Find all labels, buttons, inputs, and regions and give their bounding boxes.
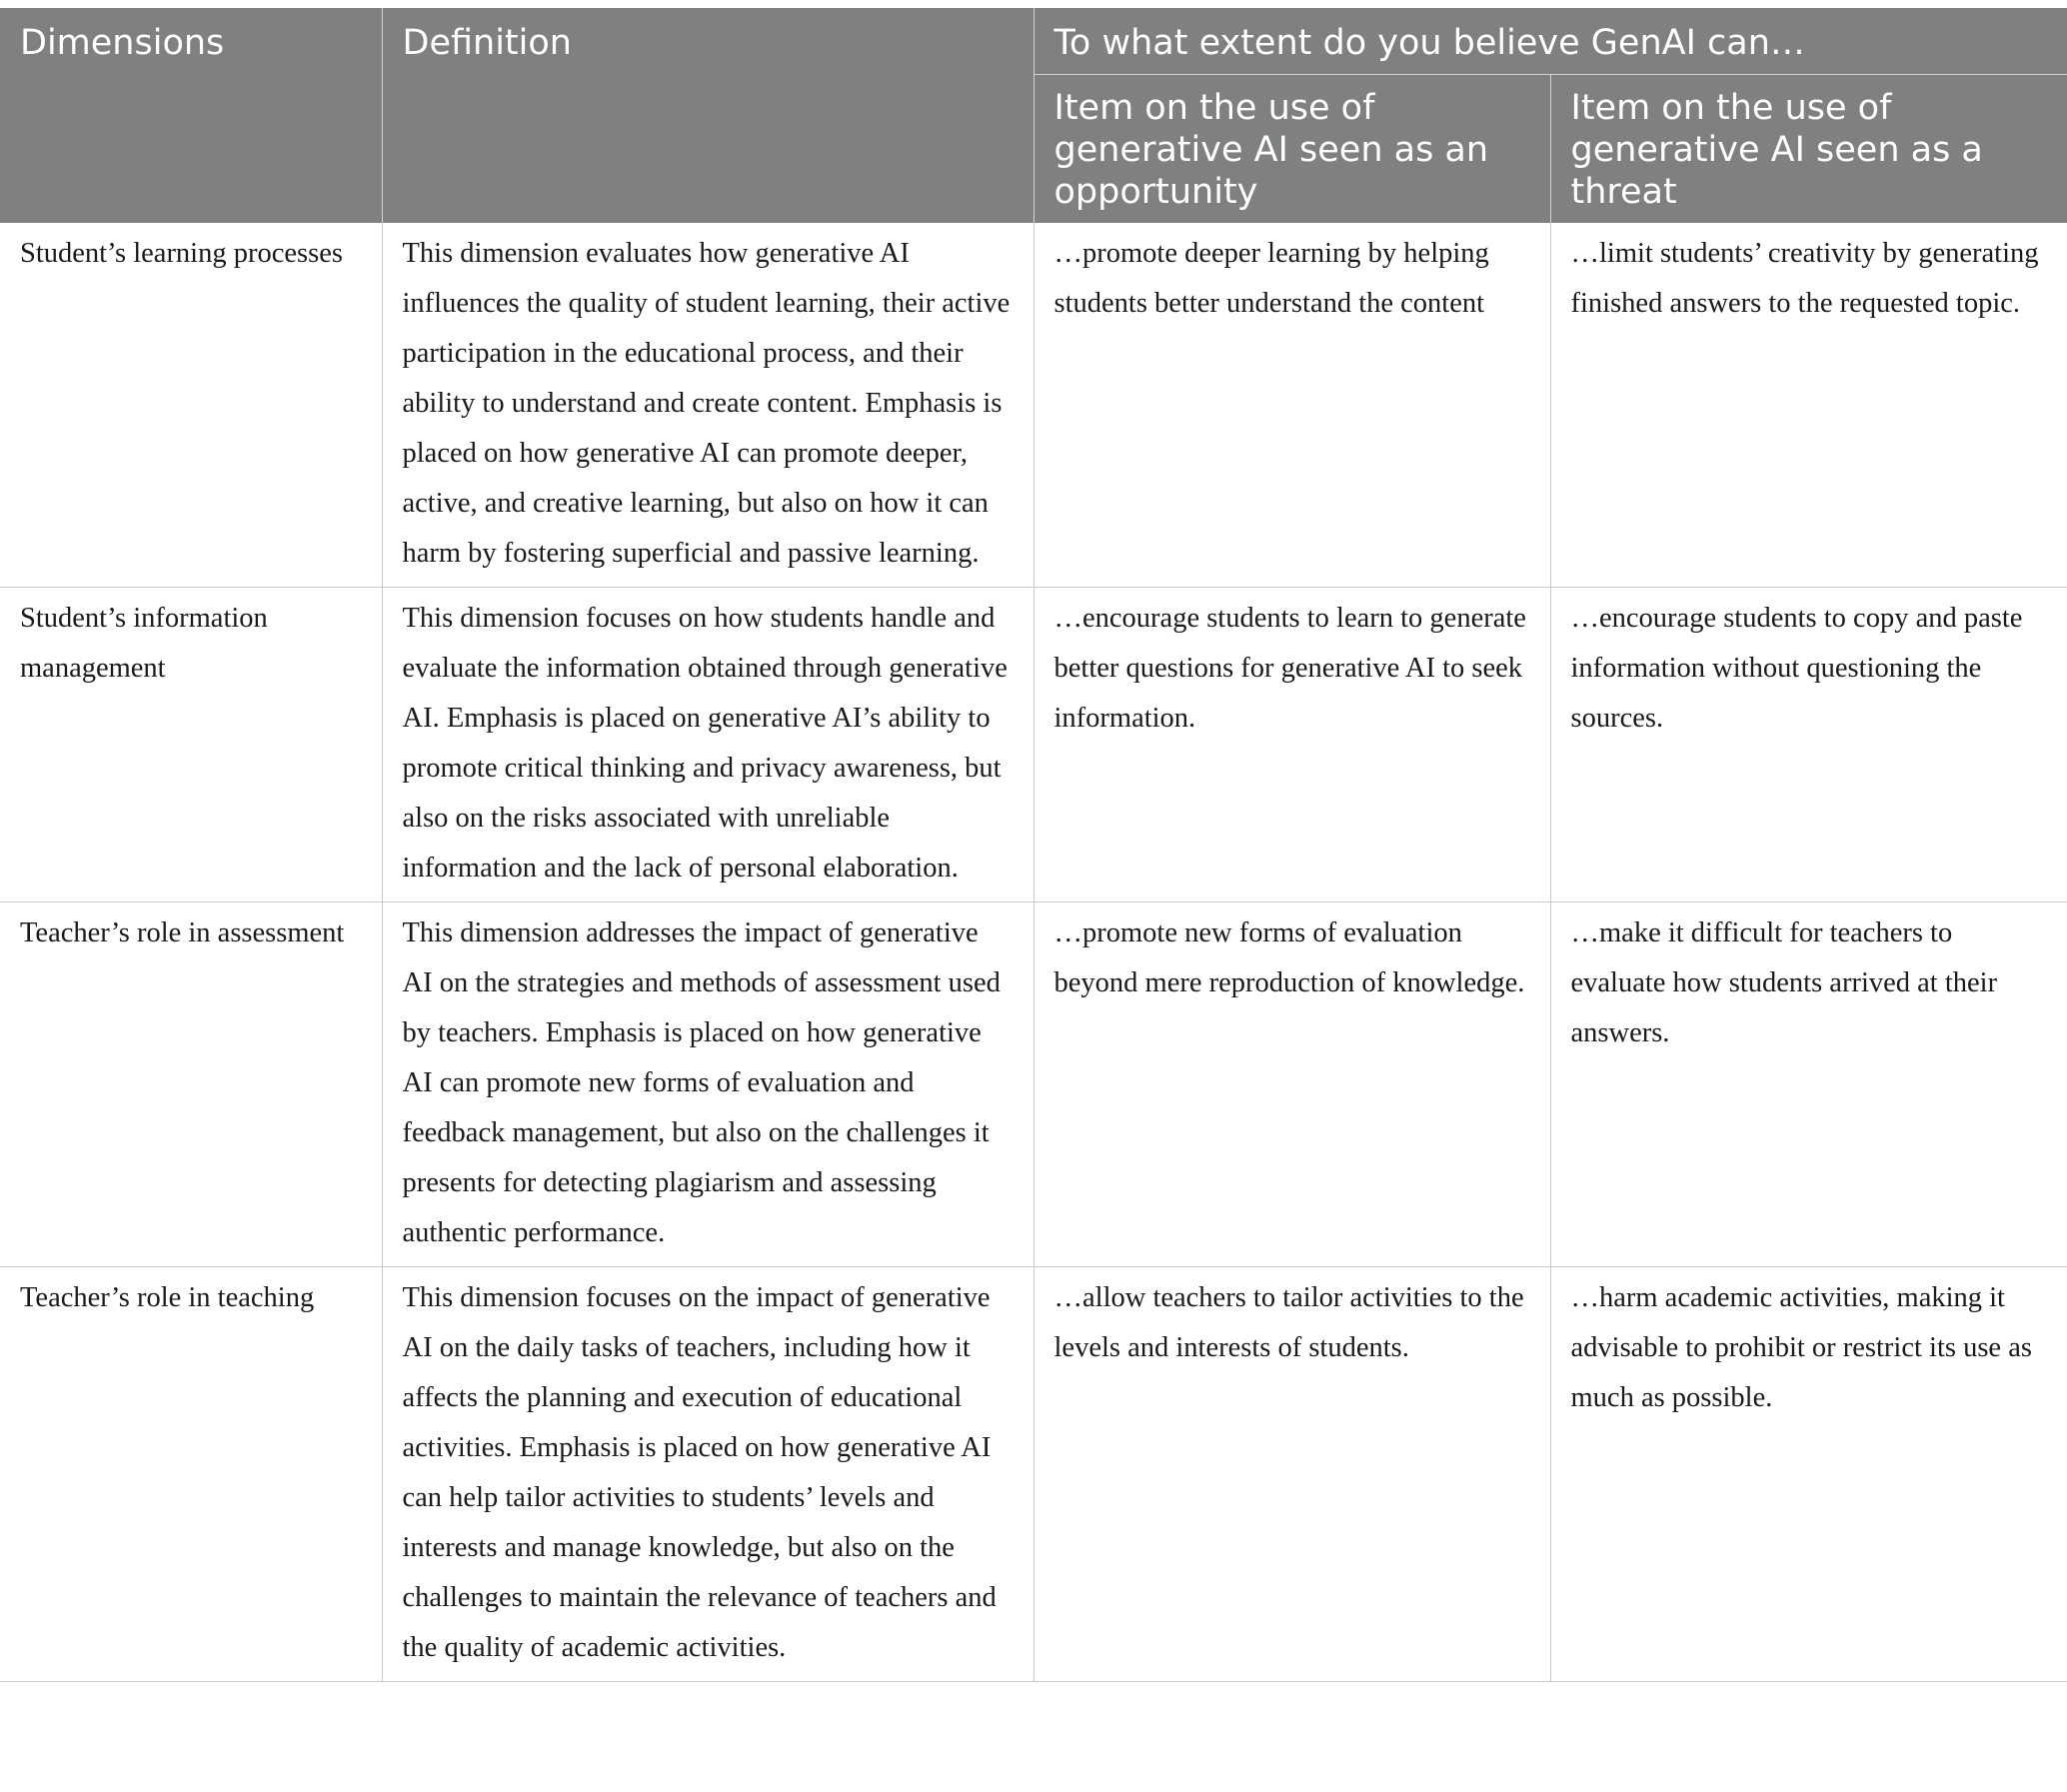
table-body [0, 223, 2067, 1682]
cell-opportunity: …promote deeper learning by helping students better understand the content [1034, 223, 1550, 588]
cell-dimension: Student’s information management [0, 588, 382, 902]
header-threat: Item on the use of generative AI seen as a threat [1550, 75, 2067, 224]
table-row [0, 588, 2067, 902]
table-header [0, 8, 2067, 223]
table-row [0, 902, 2067, 1267]
cell-opportunity: …encourage students to learn to generate better questions for generative AI to seek information. [1034, 588, 1550, 902]
table-row [0, 1267, 2067, 1682]
cell-definition: This dimension focuses on how students handle and evaluate the information obtained through generative AI. Emphasis is placed on generative AI’s ability to promote critical thinking and privacy awareness, but also on the risks associated with unreliable information and the lack of personal elaboration. [382, 588, 1034, 902]
header-definition: Definition [382, 8, 1034, 223]
cell-dimension: Student’s learning processes [0, 223, 382, 588]
cell-opportunity: …promote new forms of evaluation beyond mere reproduction of knowledge. [1034, 902, 1550, 1267]
header-opportunity: Item on the use of generative AI seen as an opportunity [1034, 75, 1550, 224]
table-row [0, 223, 2067, 588]
cell-threat: …limit students’ creativity by generating finished answers to the requested topic. [1550, 223, 2067, 588]
cell-definition: This dimension addresses the impact of generative AI on the strategies and methods of assessment used by teachers. Emphasis is placed on how generative AI can promote new forms of evaluation and feedback management, but also on the challenges it presents for detecting plagiarism and assessing authentic performance. [382, 902, 1034, 1267]
header-row-top [0, 8, 2067, 75]
header-dimensions: Dimensions [0, 8, 382, 223]
header-question: To what extent do you believe GenAI can… [1034, 8, 2067, 75]
dimensions-table [0, 8, 2067, 1682]
cell-opportunity: …allow teachers to tailor activities to the levels and interests of students. [1034, 1267, 1550, 1682]
dimensions-table-container [0, 8, 2067, 1682]
cell-threat: …harm academic activities, making it advisable to prohibit or restrict its use as much as possible. [1550, 1267, 2067, 1682]
cell-definition: This dimension focuses on the impact of generative AI on the daily tasks of teachers, including how it affects the planning and execution of educational activities. Emphasis is placed on how generative AI can help tailor activities to students’ levels and interests and manage knowledge, but also on the challenges to maintain the relevance of teachers and the quality of academic activities. [382, 1267, 1034, 1682]
cell-threat: …encourage students to copy and paste information without questioning the sources. [1550, 588, 2067, 902]
cell-threat: …make it difficult for teachers to evaluate how students arrived at their answers. [1550, 902, 2067, 1267]
cell-dimension: Teacher’s role in teaching [0, 1267, 382, 1682]
cell-definition: This dimension evaluates how generative AI influences the quality of student learning, their active participation in the educational process, and their ability to understand and create content. Emphasis is placed on how generative AI can promote deeper, active, and creative learning, but also on how it can harm by fostering superficial and passive learning. [382, 223, 1034, 588]
cell-dimension: Teacher’s role in assessment [0, 902, 382, 1267]
